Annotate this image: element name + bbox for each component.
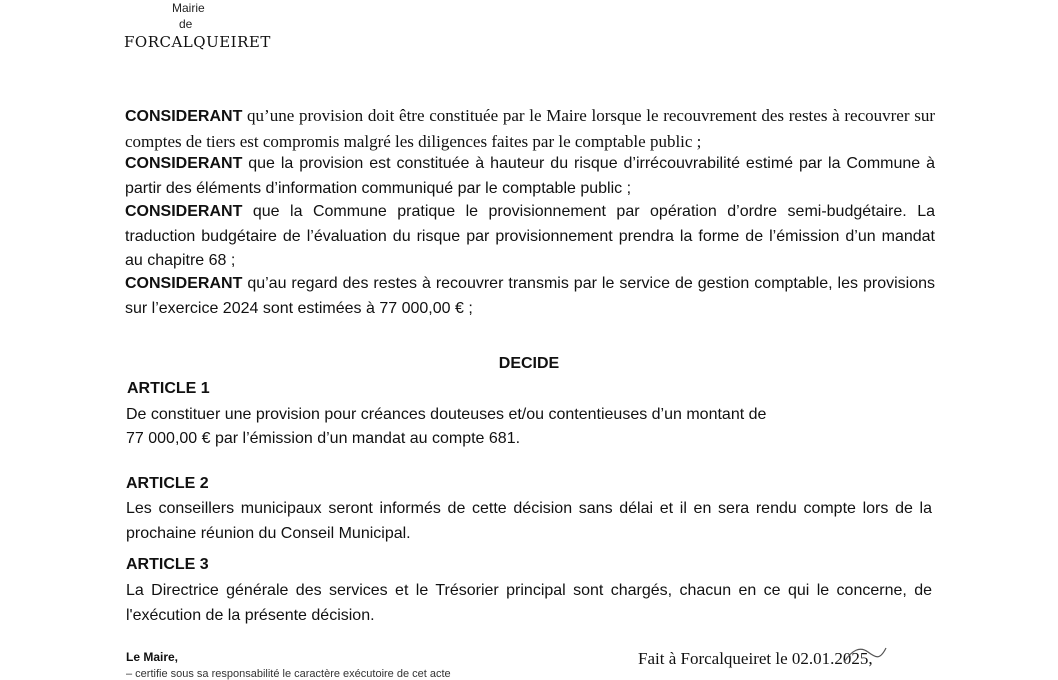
considerant-text: que la provision est constituée à hauteur du risque d’irrécouvrabilité estimé par la Commune à partir des éléments d’information communiqué par le comptable public ; <box>125 155 935 197</box>
signature-mayor-title: Le Maire, <box>126 650 179 664</box>
signature-place-date: Fait à Forcalqueiret le 02.01.2025, <box>638 649 873 668</box>
considerant-keyword: CONSIDERANT <box>125 203 243 220</box>
header-town: FORCALQUEIRET <box>124 33 271 51</box>
municipality-header <box>118 0 271 52</box>
header-de: de <box>179 17 193 31</box>
article-1-title: ARTICLE 1 <box>127 380 210 397</box>
considerant-2 <box>125 152 935 201</box>
article-1-line-1: De constituer une provision pour créances douteuses et/ou contentieuses d’un montant de <box>126 406 767 423</box>
article-3-title: ARTICLE 3 <box>126 556 209 573</box>
header-mairie: Mairie <box>172 1 205 15</box>
considerant-text: qu’au regard des restes à recouvrer transmis par le service de gestion comptable, les provisions sur l’exercice 2024 sont estimées à 77 000,00 € ; <box>125 275 935 317</box>
article-1-line-2: 77 000,00 € par l’émission d’un mandat au compte 681. <box>126 430 521 447</box>
article-3-text: La Directrice générale des services et le Trésorier principal sont chargés, chacun en ce qui le concerne, de l'exécution de la présente décision. <box>126 582 932 624</box>
considerant-3 <box>125 200 935 274</box>
signature-certification-line: – certifie sous sa responsabilité le caractère exécutoire de cet acte <box>126 668 451 680</box>
considerant-keyword: CONSIDERANT <box>125 155 243 172</box>
decide-heading: DECIDE <box>498 355 560 372</box>
handwritten-signature-mark <box>840 640 890 670</box>
considerant-keyword: CONSIDERANT <box>125 275 243 292</box>
considerant-1 <box>125 104 935 155</box>
considerant-4 <box>125 272 935 321</box>
article-2-text: Les conseillers municipaux seront informés de cette décision sans délai et il en sera rendu compte lors de la prochaine réunion du Conseil Municipal. <box>126 500 932 542</box>
article-2-title: ARTICLE 2 <box>126 475 209 492</box>
considerant-keyword: CONSIDERANT <box>125 108 243 125</box>
considerant-text: que la Commune pratique le provisionnement par opération d’ordre semi-budgétaire. La traduction budgétaire de l’évaluation du risque par provisionnement prendra la forme de l’émission d’un mandat au chapitre 68 ; <box>125 203 935 269</box>
considerant-text: qu’une provision doit être constituée par le Maire lorsque le recouvrement des restes à recouvrer sur comptes de tiers est compromis malgré les diligences faites par le comptable public ; <box>125 106 935 151</box>
